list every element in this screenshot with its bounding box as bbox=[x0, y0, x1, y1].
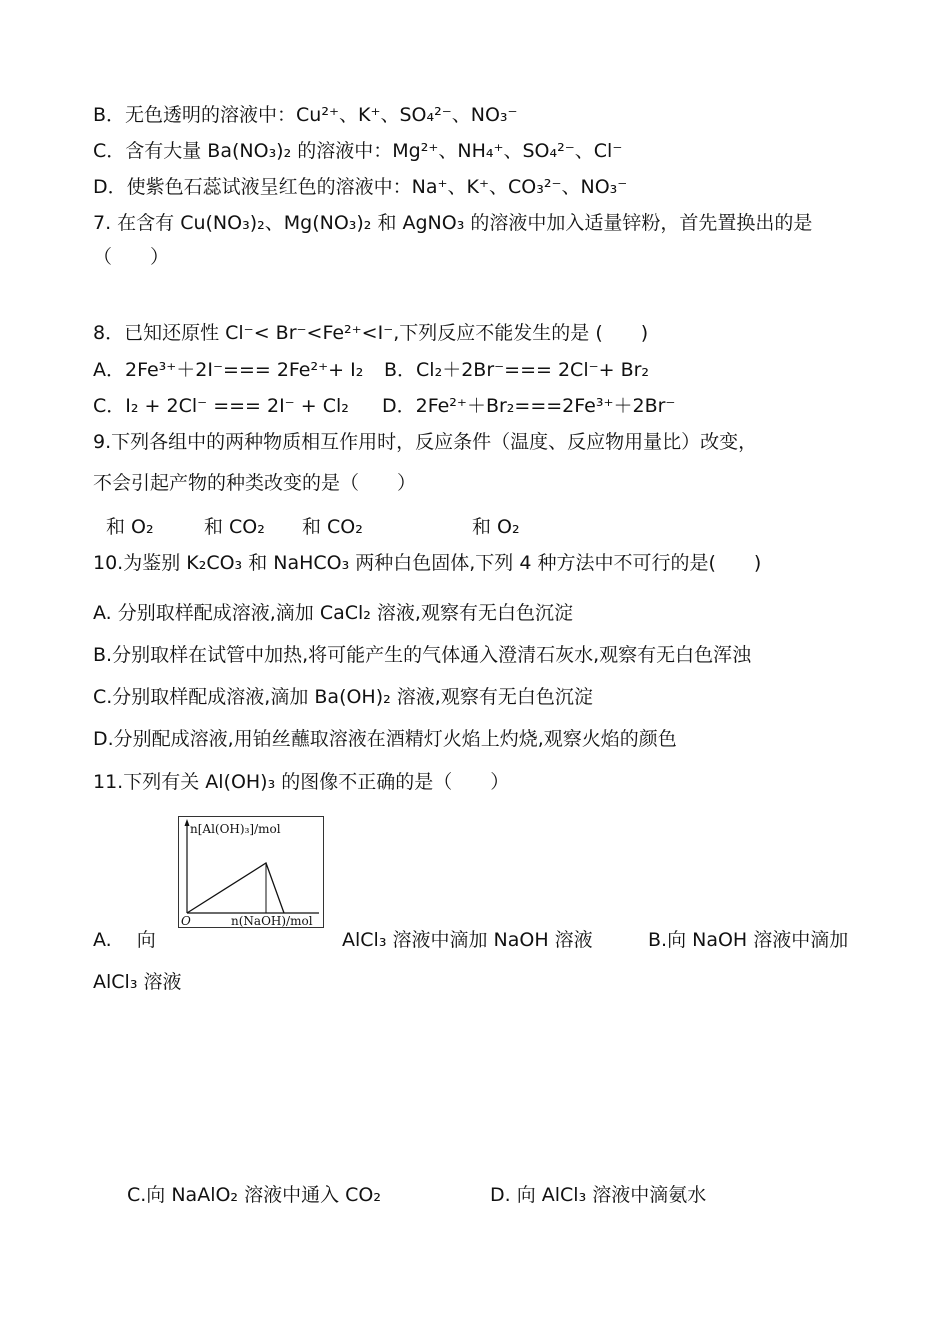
y-axis-label: n[Al(OH)₃]/mol bbox=[190, 822, 281, 836]
question-10-option-c: C.分别取样配成溶液,滴加 Ba(OH)₂ 溶液,观察有无白色沉淀 bbox=[93, 686, 593, 708]
question-11-option-a-prefix: A. 向 bbox=[93, 929, 156, 951]
question-9-option-a: 和 O₂ bbox=[106, 516, 154, 538]
question-11-option-b-cont: AlCl₃ 溶液 bbox=[93, 971, 182, 993]
question-10-option-d: D.分别配成溶液,用铂丝蘸取溶液在酒精灯火焰上灼烧,观察火焰的颜色 bbox=[93, 728, 677, 750]
question-11-option-b: B.向 NaOH 溶液中滴加 bbox=[648, 929, 849, 951]
question-8-option-c: C．I₂ + 2Cl⁻ === 2I⁻ + Cl₂ bbox=[93, 395, 349, 417]
question-8-option-a: A．2Fe³⁺＋2I⁻=== 2Fe²⁺+ I₂ bbox=[93, 359, 364, 381]
question-8-option-b: B．Cl₂＋2Br⁻=== 2Cl⁻+ Br₂ bbox=[384, 359, 650, 381]
option-c-line: C．含有大量 Ba(NO₃)₂ 的溶液中：Mg²⁺、NH₄⁺、SO₄²⁻、Cl⁻ bbox=[93, 140, 623, 162]
question-7-stem: 7. 在含有 Cu(NO₃)₂、Mg(NO₃)₂ 和 AgNO₃ 的溶液中加入适量锌粉，首先置换出的是 bbox=[93, 212, 813, 234]
question-8-stem: 8．已知还原性 Cl⁻< Br⁻<Fe²⁺<I⁻,下列反应不能发生的是 ( ) bbox=[93, 322, 649, 344]
graph-a bbox=[178, 816, 324, 928]
question-10-stem: 10.为鉴别 K₂CO₃ 和 NaHCO₃ 两种白色固体,下列 4 种方法中不可行的是( ) bbox=[93, 552, 762, 574]
graph-curve bbox=[187, 863, 284, 913]
question-10-option-b: B.分别取样在试管中加热,将可能产生的气体通入澄清石灰水,观察有无白色浑浊 bbox=[93, 644, 752, 666]
question-9-stem-line-2: 不会引起产物的种类改变的是（ ） bbox=[93, 472, 417, 494]
question-11-option-c: C.向 NaAlO₂ 溶液中通入 CO₂ bbox=[127, 1184, 381, 1206]
y-axis-arrow bbox=[185, 819, 190, 826]
option-d-line: D．使紫色石蕊试液呈红色的溶液中：Na⁺、K⁺、CO₃²⁻、NO₃⁻ bbox=[93, 176, 628, 198]
question-9-option-c: 和 CO₂ bbox=[302, 516, 363, 538]
graph-a-svg bbox=[179, 817, 323, 927]
question-7-answer-blank: （ ） bbox=[93, 246, 170, 268]
x-axis-label: n(NaOH)/mol bbox=[231, 914, 313, 927]
question-9-option-b: 和 CO₂ bbox=[204, 516, 265, 538]
question-9-option-d: 和 O₂ bbox=[472, 516, 520, 538]
question-11-stem: 11.下列有关 Al(OH)₃ 的图像不正确的是（ ） bbox=[93, 771, 510, 793]
question-9-stem-line-1: 9.下列各组中的两种物质相互作用时，反应条件（温度、反应物用量比）改变， bbox=[93, 431, 758, 453]
origin-label: O bbox=[181, 914, 191, 927]
question-8-option-d: D．2Fe²⁺＋Br₂===2Fe³⁺＋2Br⁻ bbox=[382, 395, 676, 417]
question-10-option-a: A. 分别取样配成溶液,滴加 CaCl₂ 溶液,观察有无白色沉淀 bbox=[93, 602, 573, 624]
question-11-option-d: D. 向 AlCl₃ 溶液中滴氨水 bbox=[490, 1184, 707, 1206]
option-b-line: B．无色透明的溶液中：Cu²⁺、K⁺、SO₄²⁻、NO₃⁻ bbox=[93, 104, 518, 126]
question-11-option-a-text: AlCl₃ 溶液中滴加 NaOH 溶液 bbox=[342, 929, 593, 951]
